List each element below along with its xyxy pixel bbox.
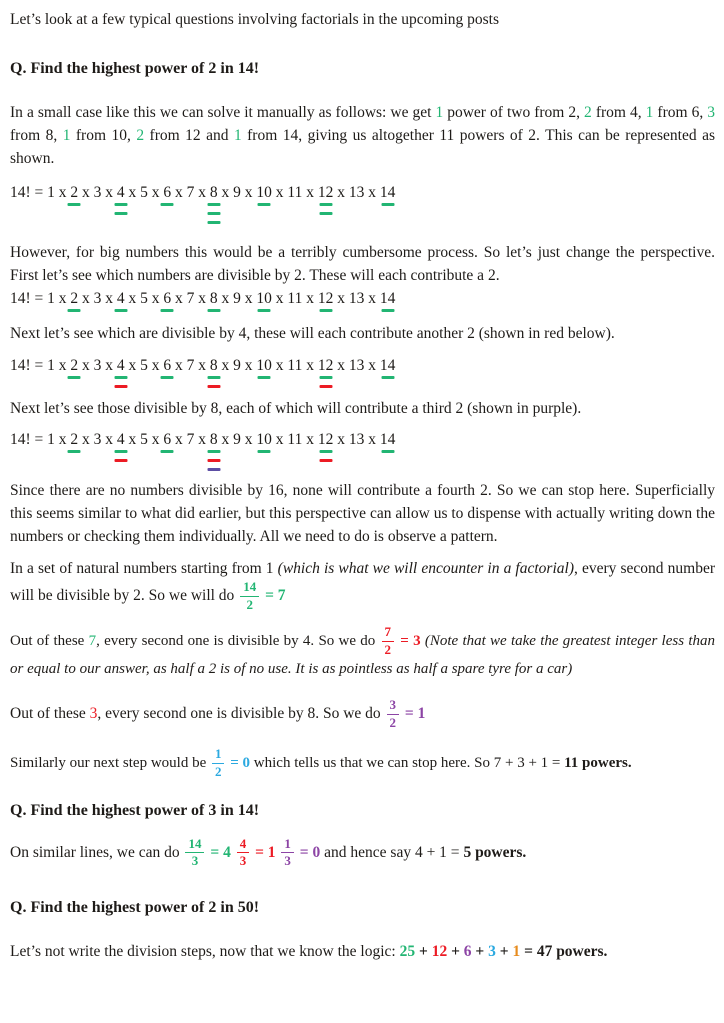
factor-number: 12 <box>317 431 334 448</box>
text-run: In a small case like this we can solve it manually as follows: we get <box>10 104 436 121</box>
paragraph-on-similar-lines <box>10 837 715 870</box>
green-underline-mark <box>381 450 394 453</box>
factor-8 <box>210 431 218 449</box>
green-underline-mark <box>114 203 127 206</box>
highlighted-text: 2 <box>584 104 592 121</box>
factorial-expansion-divisible-2: 14! = 1 x 2 x 3 x 4 x 5 x 6 x 7 x 8 x 9 x 10 x 11 x 12 x 13 x 14 <box>10 290 715 320</box>
highlighted-text: = 3 <box>396 632 421 649</box>
text-run: + <box>447 943 464 961</box>
fraction: $\frac{14}{2}$ <box>240 580 259 613</box>
text-run: Out of these <box>10 704 90 722</box>
factor-number: 2 <box>70 357 79 374</box>
highlighted-text: 1 <box>233 127 242 144</box>
text-run: + <box>495 943 513 961</box>
green-underline-mark <box>207 450 220 453</box>
red-underline-mark <box>319 459 332 462</box>
green-underline-mark <box>319 376 332 379</box>
text-run: Out of these <box>10 632 89 649</box>
green-underline-mark <box>68 203 81 206</box>
text-run: power of two from 2, <box>443 104 585 121</box>
factor-2 <box>70 184 78 202</box>
green-underline-mark <box>161 203 174 206</box>
green-underline-mark <box>161 450 174 453</box>
green-underline-mark <box>258 376 271 379</box>
factorial-expansion-divisible-4: 14! = 1 x 2 x 3 x 4 x 5 x 6 x 7 x 8 x 9 x 10 x 11 x 12 x 13 x 14 <box>10 357 715 396</box>
paragraph-manual-solution <box>10 101 715 170</box>
text-run: + <box>471 943 489 961</box>
factor-10 <box>256 184 272 202</box>
green-underline-mark <box>381 203 394 206</box>
paragraph-natural-numbers <box>10 557 715 613</box>
green-underline-mark <box>258 450 271 453</box>
factor-number: 14 <box>379 290 396 307</box>
green-underline-mark <box>207 309 220 312</box>
text-run: from 4, <box>591 104 646 121</box>
factor-8 <box>210 357 218 375</box>
text-run: which tells us that we can stop here. So 7 + 3 + 1 = <box>250 754 565 771</box>
factor-14 <box>380 290 396 308</box>
highlighted-text: 1 <box>435 104 444 121</box>
factor-number: 8 <box>209 290 218 307</box>
intro-paragraph <box>10 8 715 31</box>
red-underline-mark <box>319 385 332 388</box>
green-underline-mark <box>114 309 127 312</box>
highlighted-text: 7 <box>88 632 97 649</box>
text-run <box>231 844 235 861</box>
red-underline-mark <box>114 459 127 462</box>
factor-number: 12 <box>317 290 334 307</box>
factor-number: 4 <box>116 431 125 448</box>
fraction: $\frac{4}{3}$ <box>237 837 250 870</box>
text-run: 11 powers. <box>564 754 632 771</box>
text-run: from 12 and <box>144 127 234 144</box>
text-run: from 10, <box>70 127 137 144</box>
green-underline-mark <box>319 203 332 206</box>
violet-underline-mark <box>207 468 220 471</box>
fraction: $\frac{1}{3}$ <box>281 837 294 870</box>
factor-12 <box>318 431 334 449</box>
green-underline-mark <box>381 309 394 312</box>
text-run: In a set of natural numbers starting from 1 <box>10 560 278 577</box>
factor-12 <box>318 357 334 375</box>
highlighted-text: 25 <box>399 943 416 961</box>
factor-2 <box>70 357 78 375</box>
factor-number: 10 <box>256 290 272 307</box>
red-underline-mark <box>114 385 127 388</box>
factor-8 <box>210 184 218 202</box>
text-run: (Note that we take the greatest integer less than or equal to our answer, as half a 2 is of no use. It is as pointless as half a spare tyre for a car) <box>10 632 715 677</box>
factor-12 <box>318 184 334 202</box>
question-heading-power-2-14: Q. Find the highest power of 2 in 14! <box>10 60 260 77</box>
factor-number: 12 <box>317 357 334 374</box>
factor-number: 14 <box>379 357 396 374</box>
text-run: from 6, <box>653 104 708 121</box>
green-underline-mark <box>68 376 81 379</box>
factor-2 <box>70 431 78 449</box>
highlighted-text: = 0 <box>295 843 321 861</box>
factor-number: 10 <box>256 184 272 201</box>
highlighted-text: 1 <box>62 127 71 144</box>
factor-number: 4 <box>116 357 125 374</box>
highlighted-text: = 1 <box>251 843 276 861</box>
green-underline-mark <box>161 376 174 379</box>
fraction: $\frac{3}{2}$ <box>387 698 400 731</box>
factor-12 <box>318 290 334 308</box>
text-run: (which is what we will encounter in a factorial) <box>277 560 574 577</box>
factor-10 <box>256 431 272 449</box>
factor-number: 12 <box>317 184 334 201</box>
factor-6 <box>163 431 171 449</box>
highlighted-text: 3 <box>89 704 98 722</box>
text-run: However, for big numbers this would be a terribly cumbersome process. So let’s just change the perspective. First let’s see which numbers are divisible by 2. These will each contribute a 2. <box>10 244 715 284</box>
green-underline-mark <box>161 309 174 312</box>
text-run: , every second one is divisible by 4. So we do <box>96 632 380 649</box>
factor-10 <box>256 290 272 308</box>
factor-number: 14 <box>379 184 396 201</box>
factorial-expansion-all-counts: 14! = 1 x 2 x 3 x 4 x 5 x 6 x 7 x 8 x 9 x 10 x 11 x 12 x 13 x 14 <box>10 184 715 232</box>
highlighted-text: 1 <box>645 104 654 121</box>
text-run: , every second one is divisible by 8. So we do <box>97 704 385 722</box>
text-run: Next let’s see which are divisible by 4, these will each contribute another 2 (shown in red below). <box>10 325 615 342</box>
factor-number: 10 <box>256 431 272 448</box>
fraction: $\frac{14}{3}$ <box>185 837 204 870</box>
factor-number: 8 <box>209 184 218 201</box>
green-underline-mark <box>381 376 394 379</box>
factor-4 <box>117 357 125 375</box>
red-underline-mark <box>207 385 220 388</box>
green-underline-mark <box>114 450 127 453</box>
highlighted-text: 6 <box>463 943 472 961</box>
text-run: Similarly our next step would be <box>10 754 210 771</box>
text-run: Let’s not write the division steps, now that we know the logic: <box>10 943 400 961</box>
paragraph-stop-at-16 <box>10 479 715 548</box>
question-heading-power-2-50: Q. Find the highest power of 2 in 50! <box>10 899 260 917</box>
factor-number: 14 <box>379 431 396 448</box>
green-underline-mark <box>207 221 220 224</box>
green-underline-mark <box>114 212 127 215</box>
green-underline-mark <box>319 212 332 215</box>
green-underline-mark <box>258 309 271 312</box>
factor-4 <box>117 184 125 202</box>
text-run <box>276 844 280 861</box>
paragraph-divisible-4 <box>10 322 715 345</box>
fraction: $\frac{7}{2}$ <box>382 625 395 658</box>
text-run: 5 powers. <box>463 843 527 861</box>
text-run: Since there are no numbers divisible by 16, none will contribute a fourth 2. So we can stop here. Superficially this seems similar to what did earlier, but this perspective can allow us to dispense with actually writing down the numbers or checking them individually. All we need to do is observe a pattern. <box>10 482 715 545</box>
green-underline-mark <box>207 376 220 379</box>
factor-number: 6 <box>163 431 172 448</box>
factor-10 <box>256 357 272 375</box>
paragraph-division-logic <box>10 940 715 963</box>
factor-number: 6 <box>163 290 172 307</box>
factor-number: 6 <box>163 357 172 374</box>
factor-number: 8 <box>209 357 218 374</box>
factor-14 <box>380 357 396 375</box>
highlighted-text: = 4 <box>206 843 231 861</box>
text-run: , every second number will be divisible by 2. So we will do <box>10 560 715 604</box>
text-run: On similar lines, we can do <box>10 843 184 861</box>
factor-number: 4 <box>116 184 125 201</box>
text-run: = 47 powers. <box>520 943 608 961</box>
text-run: and hence say 4 + 1 = <box>320 843 464 861</box>
fraction: $\frac{1}{2}$ <box>212 747 225 780</box>
factor-number: 6 <box>163 184 172 201</box>
green-underline-mark <box>207 212 220 215</box>
highlighted-text: = 0 <box>226 754 251 771</box>
green-underline-mark <box>68 450 81 453</box>
green-underline-mark <box>258 203 271 206</box>
factor-4 <box>117 290 125 308</box>
red-underline-mark <box>207 459 220 462</box>
text-run: from 8, <box>10 127 63 144</box>
factor-number: 2 <box>70 431 79 448</box>
factor-number: 2 <box>70 290 79 307</box>
paragraph-change-perspective <box>10 241 715 287</box>
text-run: from 14, giving us altogether 11 powers of 2. This can be represented as shown. <box>10 127 715 167</box>
green-underline-mark <box>114 376 127 379</box>
text-run: Next let’s see those divisible by 8, each of which will contribute a third 2 (shown in purple). <box>10 400 582 417</box>
paragraph-similarly <box>10 747 715 780</box>
factor-number: 10 <box>256 357 272 374</box>
factor-number: 4 <box>116 290 125 307</box>
factor-number: 8 <box>209 431 218 448</box>
highlighted-text: 1 <box>512 943 521 961</box>
highlighted-text: = 7 <box>261 587 286 604</box>
factor-number: 2 <box>70 184 79 201</box>
factor-14 <box>380 431 396 449</box>
green-underline-mark <box>207 203 220 206</box>
question-heading-power-3-14: Q. Find the highest power of 3 in 14! <box>10 801 260 819</box>
paragraph-out-of-7 <box>10 625 715 681</box>
highlighted-text: = 1 <box>401 704 426 722</box>
paragraph-out-of-3 <box>10 698 715 731</box>
text-run: + <box>415 943 432 961</box>
green-underline-mark <box>319 309 332 312</box>
factor-6 <box>163 357 171 375</box>
factorial-expansion-divisible-8: 14! = 1 x 2 x 3 x 4 x 5 x 6 x 7 x 8 x 9 x 10 x 11 x 12 x 13 x 14 <box>10 431 715 479</box>
paragraph-divisible-8 <box>10 397 715 420</box>
green-underline-mark <box>319 450 332 453</box>
highlighted-text: 3 <box>488 943 496 961</box>
highlighted-text: 3 <box>707 104 716 121</box>
green-underline-mark <box>68 309 81 312</box>
highlighted-text: 12 <box>431 943 448 961</box>
factor-14 <box>380 184 396 202</box>
text-run: Let’s look at a few typical questions involving factorials in the upcoming posts <box>10 11 500 28</box>
highlighted-text: 2 <box>136 127 145 144</box>
factor-6 <box>163 290 171 308</box>
factor-8 <box>210 290 218 308</box>
factor-4 <box>117 431 125 449</box>
factor-6 <box>163 184 171 202</box>
factor-2 <box>70 290 78 308</box>
